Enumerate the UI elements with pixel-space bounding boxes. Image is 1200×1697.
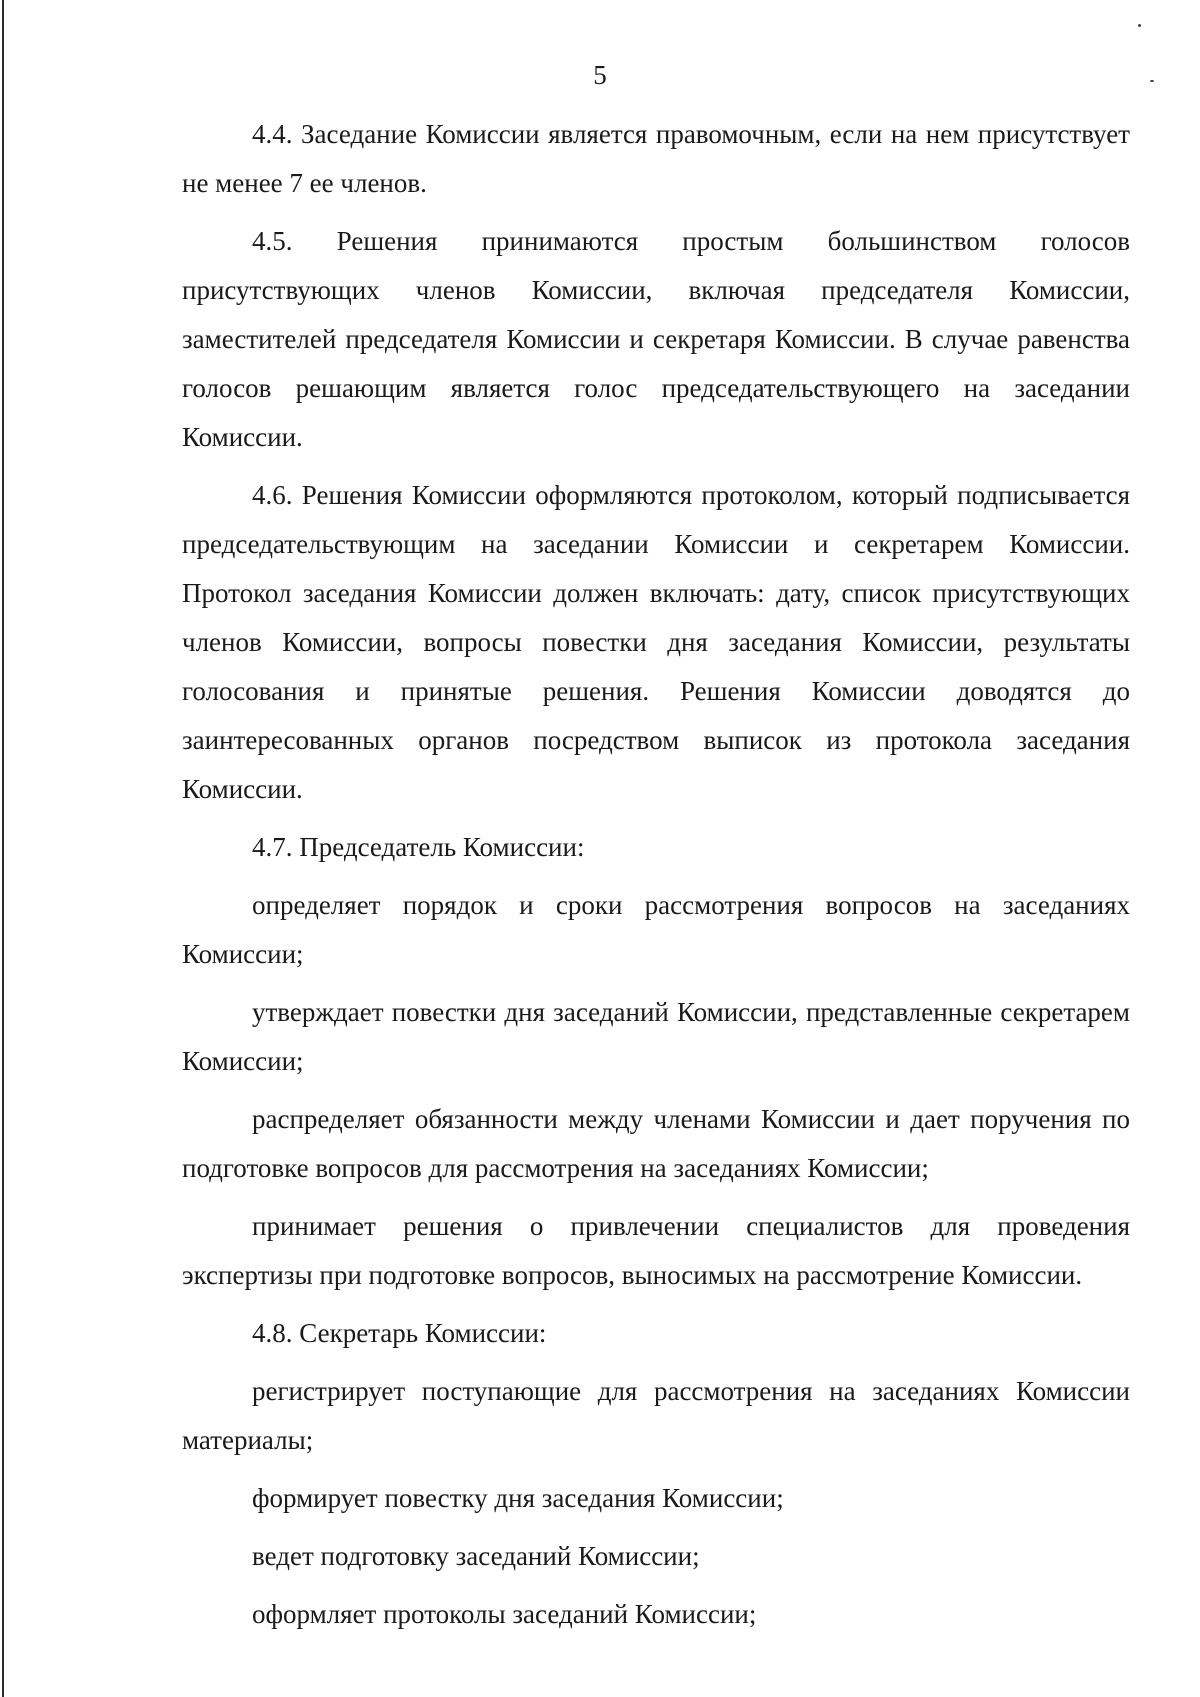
- secretary-duty-1: регистрирует поступающие для рассмотрения на заседаниях Комиссии материалы;: [182, 1376, 1130, 1455]
- scan-speck: [1138, 24, 1141, 27]
- paragraph-4-5: 4.5. Решения принимаются простым большинством голосов присутствующих членов Комиссии, включая председателя Комиссии, заместителей председателя Комиссии и секретаря Комиссии. В случае равенства голосов решающим является голос председательствующего на заседании Комиссии.: [182, 226, 1130, 452]
- chairman-duty-4: принимает решения о привлечении специалистов для проведения экспертизы при подготовке вопросов, выносимых на рассмотрение Комиссии.: [182, 1211, 1130, 1290]
- secretary-duty-4: оформляет протоколы заседаний Комиссии;: [252, 1599, 757, 1629]
- chairman-duty-1: определяет порядок и сроки рассмотрения вопросов на заседаниях Комиссии;: [182, 890, 1130, 969]
- secretary-duty-2: формирует повестку дня заседания Комиссии;: [252, 1483, 784, 1513]
- secretary-duty-3: ведет подготовку заседаний Комиссии;: [252, 1541, 700, 1571]
- chairman-duty-3: распределяет обязанности между членами Комиссии и дает поручения по подготовке вопросов для рассмотрения на заседаниях Комиссии;: [182, 1104, 1130, 1183]
- paragraph-4-7-heading: 4.7. Председатель Комиссии:: [252, 832, 585, 862]
- paragraph-4-4: 4.4. Заседание Комиссии является правомочным, если на нем присутствует не менее 7 ее членов.: [182, 119, 1130, 198]
- scan-edge-line: [2, 0, 4, 1697]
- document-body: [182, 110, 1130, 1648]
- paragraph-4-6: 4.6. Решения Комиссии оформляются протоколом, который подписывается председательствующим на заседании Комиссии и секретарем Комиссии. Протокол заседания Комиссии должен включать: дату, список присутствующих членов Комиссии, вопросы повестки дня заседания Комиссии, результаты голосования и принятые решения. Решения Комиссии доводятся до заинтересованных органов посредством выписок из протокола заседания Комиссии.: [182, 480, 1130, 804]
- paragraph-4-8-heading: 4.8. Секретарь Комиссии:: [252, 1318, 547, 1348]
- chairman-duty-2: утверждает повестки дня заседаний Комиссии, представленные секретарем Комиссии;: [182, 997, 1130, 1076]
- page-number: 5: [593, 60, 607, 90]
